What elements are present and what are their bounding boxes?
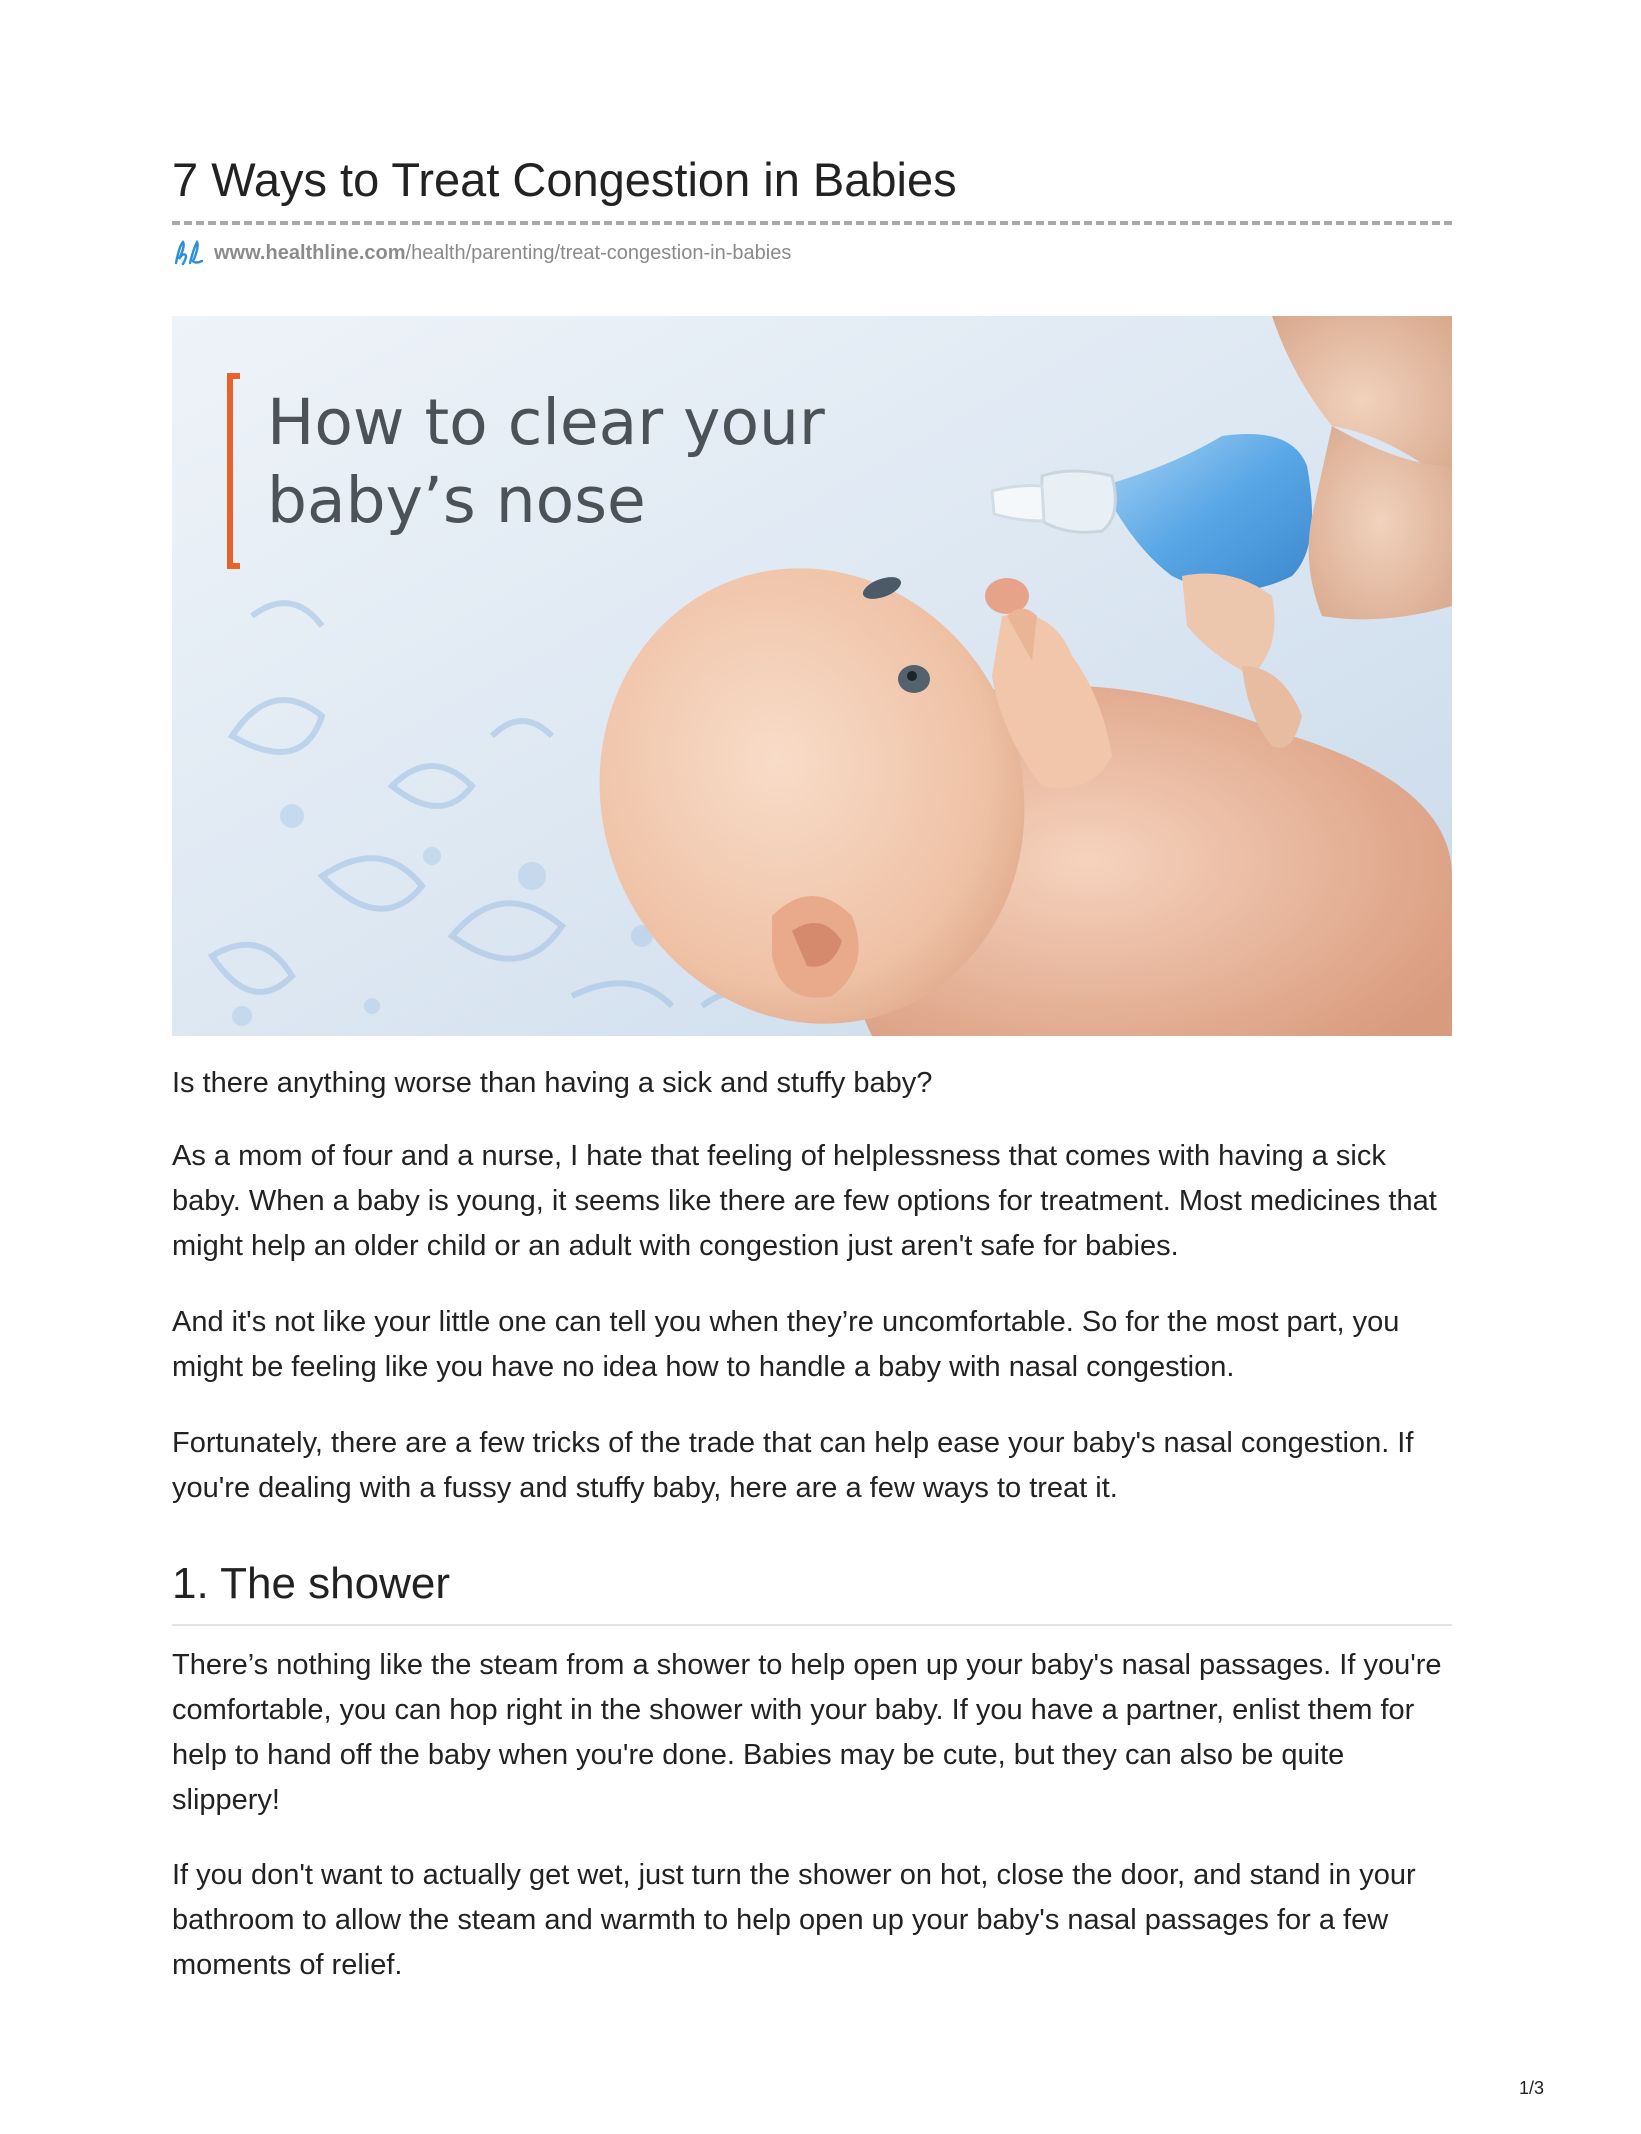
shower-paragraph-1 [172,1643,1457,1823]
paragraph: There’s nothing like the steam from a shower to help open up your baby's nasal passages. If you're comfortable, you can hop right in the shower with your baby. If you have a partner, enlist them for help to hand off the baby when you're done. Babies may be cute, but they can also be quite slippery! [172,1649,1442,1816]
paragraph: And it's not like your little one can tell you when they’re uncomfortable. So for the most part, you might be feeling like you have no idea how to handle a baby with nasal congestion. [172,1306,1400,1383]
source-line [172,238,791,268]
hero-image [172,316,1452,1036]
paragraph: As a mom of four and a nurse, I hate that feeling of helplessness that comes with having a sick baby. When a baby is young, it seems like there are few options for treatment. Most medicines that might help an older child or an adult with congestion just aren't safe for babies. [172,1140,1437,1262]
section-heading-shower: 1. The shower [172,1559,451,1608]
paragraph: Fortunately, there are a few tricks of the trade that can help ease your baby's nasal congestion. If you're dealing with a fussy and stuffy baby, here are a few ways to treat it. [172,1427,1414,1504]
shower-paragraph-2 [172,1853,1457,1988]
intro-paragraph-2 [172,1134,1457,1269]
intro-paragraph-3 [172,1300,1457,1390]
source-path: /health/parenting/treat-congestion-in-babies [405,241,792,264]
intro-paragraph-4 [172,1421,1457,1511]
hero-caption: How to clear your baby’s nose [267,386,825,537]
intro-paragraph-1 [172,1061,1457,1106]
paragraph: If you don't want to actually get wet, just turn the shower on hot, close the door, and stand in your bathroom to allow the steam and warmth to help open up your baby's nasal passages for a few moments of relief. [172,1859,1416,1981]
article-title: 7 Ways to Treat Congestion in Babies [172,153,957,206]
section-divider [172,1624,1452,1626]
healthline-logo-icon [172,239,204,267]
title-divider [172,221,1452,225]
source-domain: www.healthline.com [214,241,406,264]
page-number: 1/3 [1519,2078,1545,2098]
paragraph: Is there anything worse than having a sick and stuffy baby? [172,1067,933,1099]
source-url[interactable] [214,242,791,265]
